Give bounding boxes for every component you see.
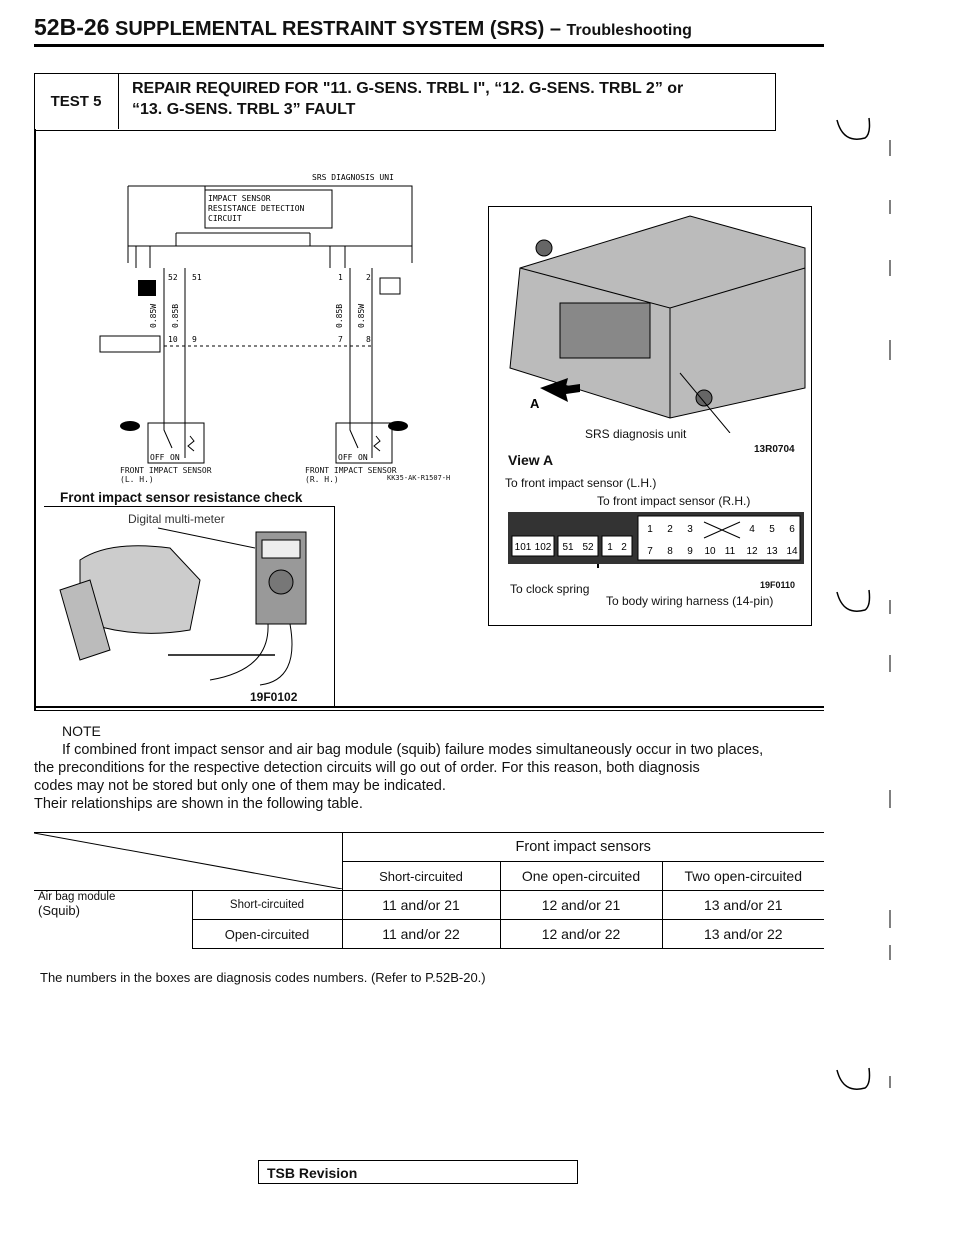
note-body: [34, 741, 824, 813]
table-cell: 13 and/or 22: [662, 920, 824, 949]
note-line: If combined front impact sensor and air bag module (squib) failure modes simultaneously occur in two places,: [62, 742, 764, 758]
sensor-label-right: FRONT IMPACT SENSOR (R. H.): [305, 466, 397, 484]
connector-pin: 4: [749, 524, 755, 535]
wire-label: 0.85B: [171, 303, 180, 328]
test-title-line2: “13. G-SENS. TRBL 3” FAULT: [132, 101, 356, 118]
table-row-label: Short-circuited: [192, 891, 342, 920]
switch-on-label: ON: [358, 453, 368, 462]
connector-view: [508, 508, 804, 568]
relationship-table: [34, 832, 824, 949]
table-cell: 12 and/or 21: [500, 891, 662, 920]
table-col-header: Two open-circuited: [662, 862, 824, 891]
bolt-icon: [696, 390, 712, 406]
frame-left-rule: [34, 129, 36, 711]
view-arrow-label: A: [530, 396, 540, 411]
table-cell: 12 and/or 22: [500, 920, 662, 949]
circuit-label-line3: CIRCUIT: [208, 214, 242, 223]
pin-2: 2: [366, 273, 371, 282]
view-a-label: View A: [508, 452, 554, 468]
connector-pin: 9: [687, 546, 693, 557]
table-col-header: Short-circuited: [342, 862, 500, 891]
table-row-group-line1: Air bag module: [38, 891, 116, 903]
switch-off-label: OFF: [150, 453, 165, 462]
switch-off-label: OFF: [338, 453, 353, 462]
ground-icon: [388, 421, 408, 431]
meter-fig-code: 19F0102: [250, 690, 298, 704]
circuit-label-line2: RESISTANCE DETECTION: [208, 204, 305, 213]
table-col-header: One open-circuited: [500, 862, 662, 891]
test-title: [132, 78, 772, 120]
connector-pin: 6: [789, 524, 795, 535]
srs-fig-code: 13R0704: [754, 444, 795, 455]
section-subtitle: Troubleshooting: [566, 22, 692, 39]
header-dash: –: [549, 18, 561, 40]
connector-pin: 11: [724, 546, 736, 557]
test-label: TEST 5: [34, 73, 119, 129]
label-clock-spring: To clock spring: [510, 582, 590, 596]
label-front-rh: To front impact sensor (R.H.): [597, 494, 751, 508]
note-line: Their relationships are shown in the following table.: [34, 796, 363, 812]
pin-51: 51: [192, 273, 202, 282]
binding-hook-icon: [837, 1068, 870, 1089]
header-rule: [34, 44, 824, 47]
connector-pin: 13: [766, 546, 778, 557]
table-row-group: [34, 891, 192, 949]
label-front-lh: To front impact sensor (L.H.): [505, 476, 657, 490]
connector-pin: 12: [746, 546, 758, 557]
connector-pin: 7: [647, 546, 653, 557]
switch-on-label: ON: [170, 453, 180, 462]
bolt-icon: [536, 240, 552, 256]
page-header: [34, 14, 692, 41]
binding-hook-icon: [837, 118, 870, 139]
pin-10: 10: [168, 335, 178, 344]
note-line: the preconditions for the respective detection circuits will go out of order. For this reason, both diagnosis: [34, 760, 700, 776]
wire-label: 0.85W: [357, 303, 366, 328]
table-group-header: Front impact sensors: [342, 833, 824, 862]
connector-pin: 14: [786, 546, 798, 557]
diagram-fig-code: KK35-AK-R1507-H: [387, 474, 451, 482]
connector-pin: 2: [621, 542, 627, 553]
diagram-caption: Front impact sensor resistance check: [60, 490, 303, 505]
ground-icon: [120, 421, 140, 431]
table-row-label: Open-circuited: [192, 920, 342, 949]
wiring-diagram: [80, 168, 425, 490]
pin-9: 9: [192, 335, 197, 344]
test-title-line1: REPAIR REQUIRED FOR "11. G-SENS. TRBL I", “12. G-SENS. TRBL 2” or: [132, 80, 684, 97]
multimeter-illustration: [50, 520, 330, 690]
note-line: codes may not be stored but only one of them may be indicated.: [34, 778, 446, 794]
binding-hook-icon: [837, 590, 870, 611]
tsb-revision-box: TSB Revision: [258, 1160, 578, 1184]
pin-1: 1: [338, 273, 343, 282]
connector-pin: 1: [647, 524, 653, 535]
srs-unit-label: SRS diagnosis unit: [585, 427, 687, 441]
connector-pin: 51: [562, 542, 574, 553]
wire-label: 0.85B: [335, 303, 344, 328]
connector-pin: 10: [704, 546, 716, 557]
table-cell: 11 and/or 22: [342, 920, 500, 949]
srs-unit-illustration: [490, 208, 808, 433]
page-code: 52B-26: [34, 14, 110, 40]
table-cell: 11 and/or 21: [342, 891, 500, 920]
pin-52: 52: [168, 273, 178, 282]
circuit-label-line1: IMPACT SENSOR: [208, 194, 271, 203]
connector-pin: 5: [769, 524, 775, 535]
corner-diagonal: [34, 833, 342, 889]
table-cell: 13 and/or 21: [662, 891, 824, 920]
connector-pin: 101: [514, 542, 532, 553]
connector-pin: 52: [582, 542, 594, 553]
connector-icon: [138, 280, 156, 296]
connector-pin: 8: [667, 546, 673, 557]
pin-7: 7: [338, 335, 343, 344]
connector-pin: 1: [607, 542, 613, 553]
meter-label: Digital multi-meter: [128, 512, 225, 526]
diagnosis-unit-label: SRS DIAGNOSIS UNI: [312, 173, 394, 182]
frame-bottom-rule-2: [34, 710, 824, 711]
binding-marks: [835, 100, 905, 1110]
connector-pin: 3: [687, 524, 693, 535]
table-corner-cell: [34, 833, 342, 891]
table-row-group-line2: (Squib): [38, 903, 80, 918]
connector-fig-code: 19F0110: [760, 580, 796, 590]
section-title: SUPPLEMENTAL RESTRAINT SYSTEM (SRS): [115, 18, 545, 40]
label-body-harness: To body wiring harness (14-pin): [606, 594, 774, 608]
connector-pin: 2: [667, 524, 673, 535]
connector-pin: 102: [534, 542, 552, 553]
note-heading: NOTE: [62, 723, 101, 739]
table-footnote: The numbers in the boxes are diagnosis codes numbers. (Refer to P.52B-20.): [40, 970, 486, 985]
sensor-label-left: FRONT IMPACT SENSOR (L. H.): [120, 466, 212, 484]
pin-8: 8: [366, 335, 371, 344]
wire-label: 0.85W: [149, 303, 158, 328]
